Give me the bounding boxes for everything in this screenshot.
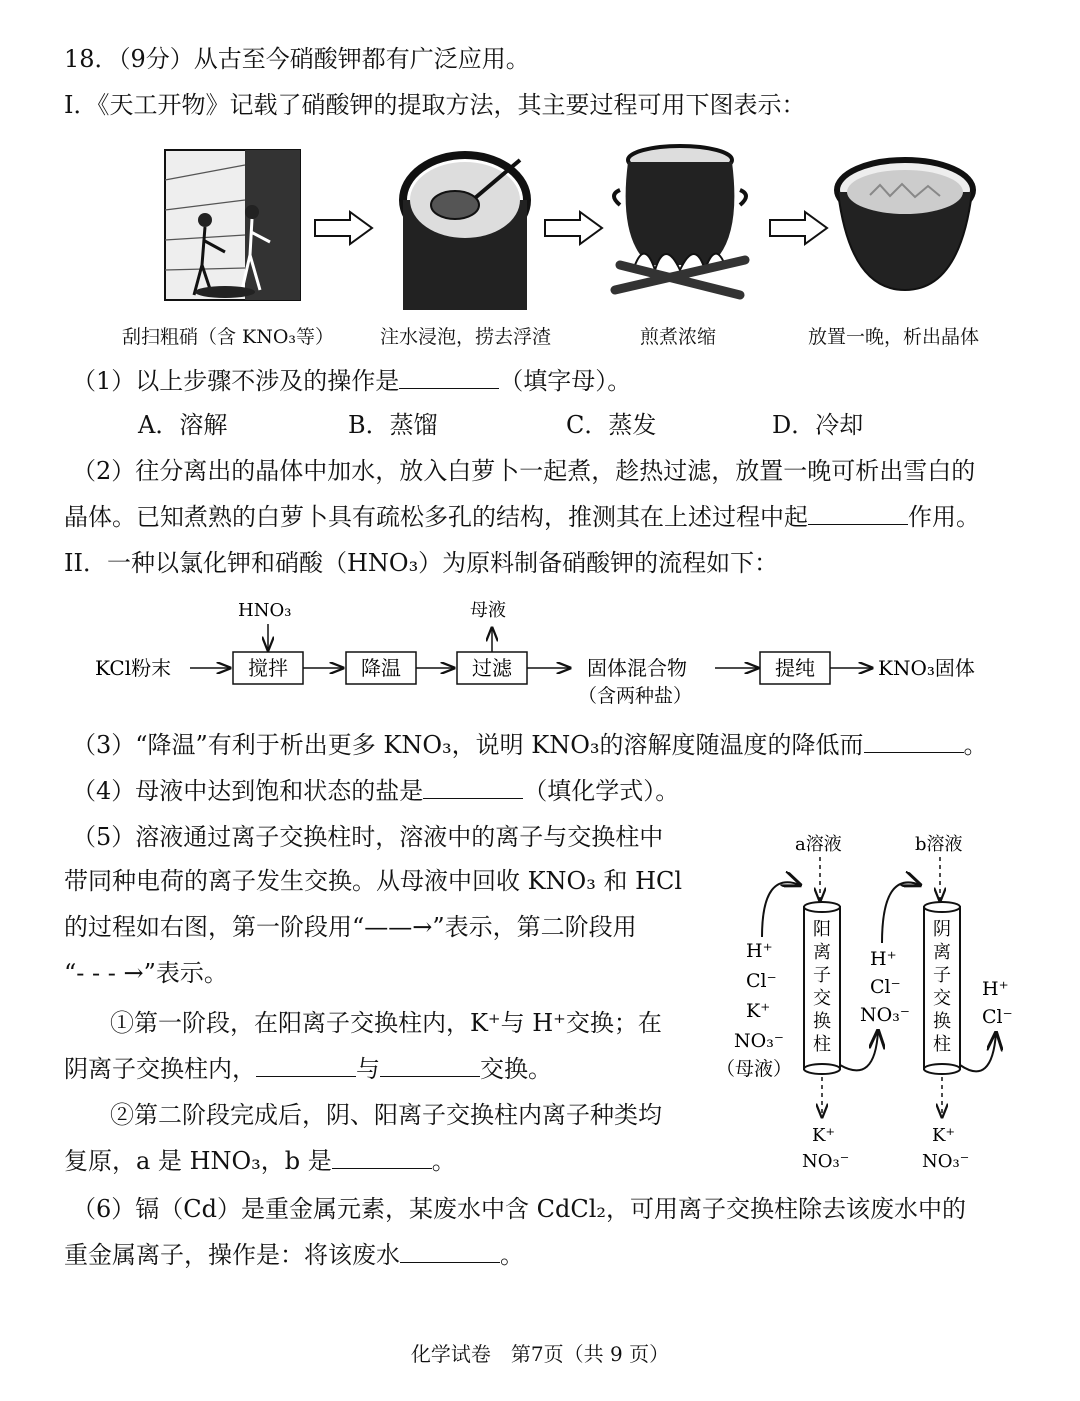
svg-text:K⁺: K⁺ xyxy=(932,1125,955,1146)
q5-2-line2 xyxy=(64,1146,456,1176)
intermediate-ions xyxy=(860,948,910,1026)
part1-intro: I．《天工开物》记载了硝酸钾的提取方法，其主要过程可用下图表示： xyxy=(64,91,806,119)
svg-text:Cl⁻: Cl⁻ xyxy=(746,970,777,992)
flow-purify: 提纯 xyxy=(775,656,815,680)
svg-text:NO₃⁻: NO₃⁻ xyxy=(922,1151,970,1172)
process-illustrations xyxy=(150,140,990,320)
q5-1-mid: 与 xyxy=(356,1055,380,1083)
svg-text:H⁺: H⁺ xyxy=(746,940,773,962)
q5-1-line2 xyxy=(64,1054,552,1084)
soaking-illustration xyxy=(403,155,527,310)
svg-text:阴: 阴 xyxy=(933,919,951,940)
option-d[interactable]: D．冷却 xyxy=(772,411,864,439)
svg-text:Cl⁻: Cl⁻ xyxy=(870,976,901,998)
svg-text:NO₃⁻: NO₃⁻ xyxy=(802,1151,850,1172)
q5-2-suffix: 。 xyxy=(431,1147,456,1175)
q5-2-blank[interactable] xyxy=(332,1148,432,1169)
page-footer: 化学试卷 第7页（共 9 页） xyxy=(410,1342,670,1366)
svg-text:NO₃⁻: NO₃⁻ xyxy=(860,1004,910,1026)
caption-soaking: 注水浸泡，捞去浮渣 xyxy=(380,326,552,348)
option-c[interactable]: C．蒸发 xyxy=(566,411,657,439)
q5-line2: 带同种电荷的离子发生交换。从母液中回收 KNO₃ 和 HCl xyxy=(64,867,683,895)
flow-hno3: HNO₃ xyxy=(238,600,292,621)
q2-suffix: 作用。 xyxy=(908,503,980,531)
flow-stir: 搅拌 xyxy=(248,656,288,680)
svg-text:交: 交 xyxy=(933,988,951,1009)
q2-line1: （2）往分离出的晶体中加水，放入白萝卜一起煮，趁热过滤，放置一晚可析出雪白的 xyxy=(72,457,976,485)
final-ions xyxy=(982,978,1013,1028)
q4-text: （4）母液中达到饱和状态的盐是 xyxy=(72,777,424,805)
q5-1-blank-2[interactable] xyxy=(380,1056,480,1077)
svg-text:NO₃⁻: NO₃⁻ xyxy=(734,1030,784,1052)
q5-1-suffix: 交换。 xyxy=(480,1055,552,1083)
a-solution-label: a溶液 xyxy=(795,834,842,855)
caption-boiling: 煎煮浓缩 xyxy=(640,326,717,348)
output-ions-1 xyxy=(802,1125,849,1172)
flow-start: KCl粉末 xyxy=(95,656,172,680)
q1-blank[interactable] xyxy=(399,368,499,389)
flow-cool: 降温 xyxy=(361,656,401,680)
q6-line2 xyxy=(64,1240,524,1270)
q3-blank[interactable] xyxy=(864,732,964,753)
svg-text:K⁺: K⁺ xyxy=(746,1000,771,1022)
flow-mix: 固体混合物 xyxy=(587,656,687,680)
q6-blank[interactable] xyxy=(400,1242,500,1263)
svg-text:换: 换 xyxy=(933,1011,951,1032)
q5-line1: （5）溶液通过离子交换柱时，溶液中的离子与交换柱中 xyxy=(72,823,664,851)
q1-text: （1）以上步骤不涉及的操作是 xyxy=(72,367,400,395)
output-ions-2 xyxy=(922,1125,969,1172)
svg-text:H⁺: H⁺ xyxy=(982,978,1009,1000)
caption-crystallizing: 放置一晚，析出晶体 xyxy=(808,326,980,348)
q1 xyxy=(72,366,631,396)
svg-text:阳: 阳 xyxy=(813,919,831,940)
ion-exchange-diagram xyxy=(700,825,1040,1175)
svg-text:K⁺: K⁺ xyxy=(812,1125,835,1146)
q5-2-text: 复原，a 是 HNO₃，b 是 xyxy=(64,1147,332,1175)
q3 xyxy=(72,730,988,760)
mother-liquor-ions xyxy=(716,940,792,1080)
q4-suffix: （填化学式）。 xyxy=(523,777,680,805)
q3-text: （3）“降温”有利于析出更多 KNO₃，说明 KNO₃的溶解度随温度的降低而 xyxy=(72,731,864,759)
q5-1-blank-1[interactable] xyxy=(256,1056,356,1077)
boiling-illustration xyxy=(614,146,746,295)
q5-line3: 的过程如右图，第一阶段用“——→”表示，第二阶段用 xyxy=(64,913,637,941)
svg-text:柱: 柱 xyxy=(933,1034,951,1055)
svg-text:离: 离 xyxy=(933,942,951,963)
svg-text:Cl⁻: Cl⁻ xyxy=(982,1006,1013,1028)
q5-1-text: 阴离子交换柱内， xyxy=(64,1055,256,1083)
svg-text:子: 子 xyxy=(933,965,951,986)
q4-blank[interactable] xyxy=(423,778,523,799)
svg-text:换: 换 xyxy=(813,1011,831,1032)
svg-text:柱: 柱 xyxy=(813,1034,831,1055)
svg-text:子: 子 xyxy=(813,965,831,986)
svg-text:离: 离 xyxy=(813,942,831,963)
q6-text: 重金属离子，操作是：将该废水 xyxy=(64,1241,400,1269)
scraping-illustration xyxy=(165,150,300,300)
q5-1-line1: ①第一阶段，在阳离子交换柱内，K⁺与 H⁺交换；在 xyxy=(110,1009,662,1037)
q5-2-line1: ②第二阶段完成后，阴、阳离子交换柱内离子种类均 xyxy=(110,1101,662,1129)
q2-line2 xyxy=(64,502,980,532)
q3-suffix: 。 xyxy=(963,731,988,759)
q4 xyxy=(72,776,679,806)
q6-line1: （6）镉（Cd）是重金属元素，某废水中含 CdCl₂，可用离子交换柱除去该废水中的 xyxy=(72,1195,967,1223)
q1-suffix: （填字母）。 xyxy=(499,367,632,395)
svg-text:交: 交 xyxy=(813,988,831,1009)
q6-suffix: 。 xyxy=(500,1241,524,1269)
option-b[interactable]: B．蒸馏 xyxy=(348,411,438,439)
crystallizing-illustration xyxy=(837,160,973,290)
caption-scraping: 刮扫粗硝（含 KNO₃等） xyxy=(122,326,335,348)
process-flowchart xyxy=(90,590,1010,710)
flow-mother: 母液 xyxy=(470,600,506,621)
svg-text:（母液）: （母液） xyxy=(716,1058,793,1080)
option-a[interactable]: A．溶解 xyxy=(138,411,228,439)
flow-mix-note: （含两种盐） xyxy=(578,685,693,707)
q5-line4: “- - - →”表示。 xyxy=(64,959,228,987)
b-solution-label: b溶液 xyxy=(915,834,963,855)
question-title: 18．（9分）从古至今硝酸钾都有广泛应用。 xyxy=(64,45,530,73)
q2-text: 晶体。已知煮熟的白萝卜具有疏松多孔的结构，推测其在上述过程中起 xyxy=(64,503,808,531)
flow-end: KNO₃固体 xyxy=(878,656,975,680)
q2-blank[interactable] xyxy=(808,504,908,525)
svg-text:H⁺: H⁺ xyxy=(870,948,897,970)
part2-intro: II．一种以氯化钾和硝酸（HNO₃）为原料制备硝酸钾的流程如下： xyxy=(64,549,779,577)
flow-filter: 过滤 xyxy=(472,656,512,680)
